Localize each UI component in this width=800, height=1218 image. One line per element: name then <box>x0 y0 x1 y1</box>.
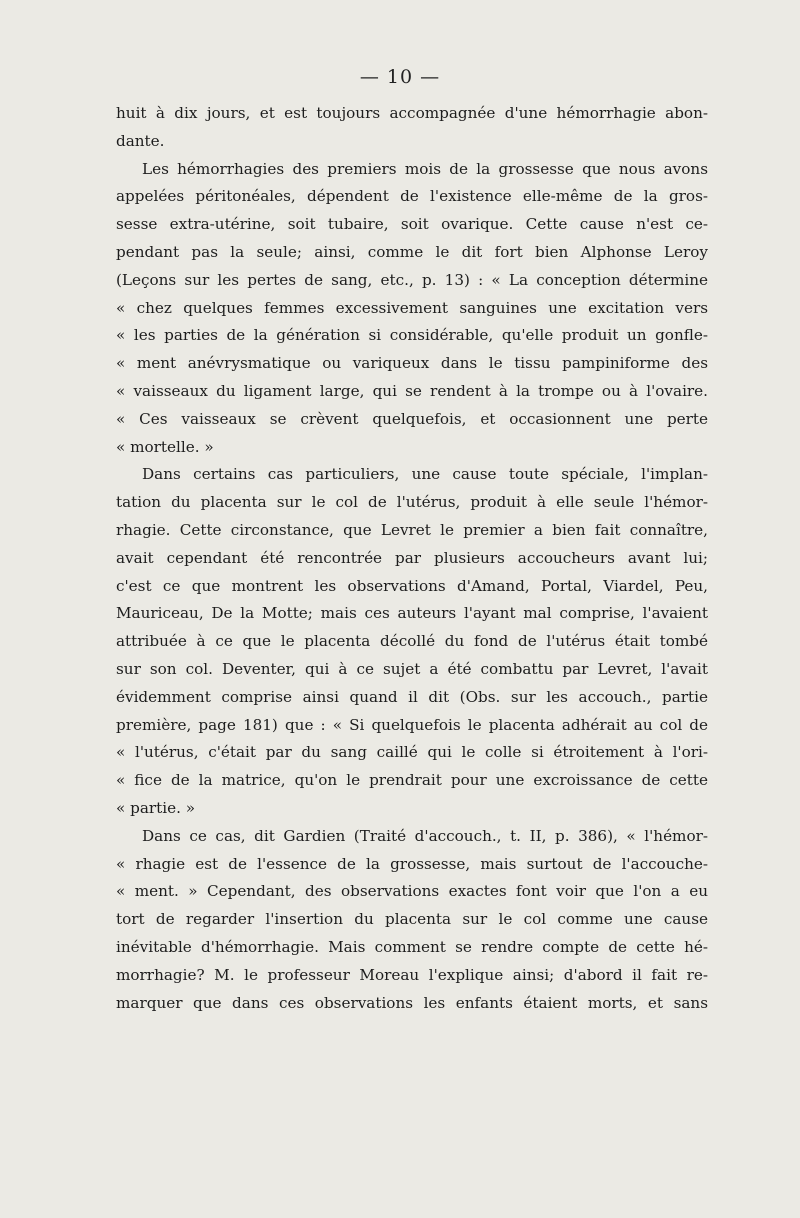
text-line: marquer que dans ces observations les enfants étaient morts, et sans <box>116 993 708 1012</box>
text-line: appelées péritonéales, dépendent de l'existence elle-même de la gros- <box>116 187 708 206</box>
text-line: « ment anévrysmatique ou variqueux dans le tissu pampiniforme des <box>116 354 708 373</box>
text-line: dante. <box>116 131 165 150</box>
text-line: « fice de la matrice, qu'on le prendrait pour une excroissance de cette <box>116 771 708 790</box>
text-line: « rhagie est de l'essence de la grossesse, mais surtout de l'accouche- <box>116 854 708 873</box>
text-line: « Ces vaisseaux se crèvent quelquefois, et occasionnent une perte <box>116 409 708 428</box>
text-line: pendant pas la seule; ainsi, comme le dit fort bien Alphonse Leroy <box>116 242 708 261</box>
text-line: « mortelle. » <box>116 437 214 456</box>
text-line: avait cependant été rencontrée par plusieurs accoucheurs avant lui; <box>116 548 708 567</box>
text-line: tation du placenta sur le col de l'utérus, produit à elle seule l'hémor- <box>116 493 708 512</box>
text-line: évidemment comprise ainsi quand il dit (Obs. sur les accouch., partie <box>116 687 708 706</box>
text-line: « ment. » Cependant, des observations exactes font voir que l'on a eu <box>116 882 708 901</box>
text-line: morrhagie? M. le professeur Moreau l'explique ainsi; d'abord il fait re- <box>116 965 708 984</box>
text-line: « chez quelques femmes excessivement sanguines une excitation vers <box>116 298 708 317</box>
text-line: « l'utérus, c'était par du sang caillé qui le colle si étroitement à l'ori- <box>116 743 708 762</box>
text-line: rhagie. Cette circonstance, que Levret le premier a bien fait connaître, <box>116 520 708 539</box>
text-line: première, page 181) que : « Si quelquefois le placenta adhérait au col de <box>116 715 708 734</box>
text-line: sesse extra-utérine, soit tubaire, soit ovarique. Cette cause n'est ce- <box>116 215 708 234</box>
text-line: sur son col. Deventer, qui à ce sujet a été combattu par Levret, l'avait <box>116 659 708 678</box>
text-line: Mauriceau, De la Motte; mais ces auteurs l'ayant mal comprise, l'avaient <box>116 604 708 623</box>
text-line: (Leçons sur les pertes de sang, etc., p. 13) : « La conception détermine <box>116 270 708 289</box>
page-number: — 10 — <box>359 66 441 88</box>
text-line: « vaisseaux du ligament large, qui se rendent à la trompe ou à l'ovaire. <box>116 381 708 400</box>
text-line: inévitable d'hémorrhagie. Mais comment se rendre compte de cette hé- <box>116 937 708 956</box>
text-line: huit à dix jours, et est toujours accompagnée d'une hémorrhagie abon- <box>116 104 708 122</box>
text-line: « les parties de la génération si considérable, qu'elle produit un gonfle- <box>116 326 708 345</box>
text-line: Les hémorrhagies des premiers mois de la grossesse que nous avons <box>142 159 708 178</box>
text-line: tort de regarder l'insertion du placenta sur le col comme une cause <box>116 910 708 929</box>
text-line: attribuée à ce que le placenta décollé du fond de l'utérus était tombé <box>116 632 708 651</box>
text-line: Dans certains cas particuliers, une cause toute spéciale, l'implan- <box>142 465 708 484</box>
body-text <box>116 100 708 1017</box>
text-line: « partie. » <box>116 798 196 817</box>
text-line: c'est ce que montrent les observations d'Amand, Portal, Viardel, Peu, <box>116 576 708 595</box>
text-line: Dans ce cas, dit Gardien (Traité d'accouch., t. II, p. 386), « l'hémor- <box>142 826 708 845</box>
